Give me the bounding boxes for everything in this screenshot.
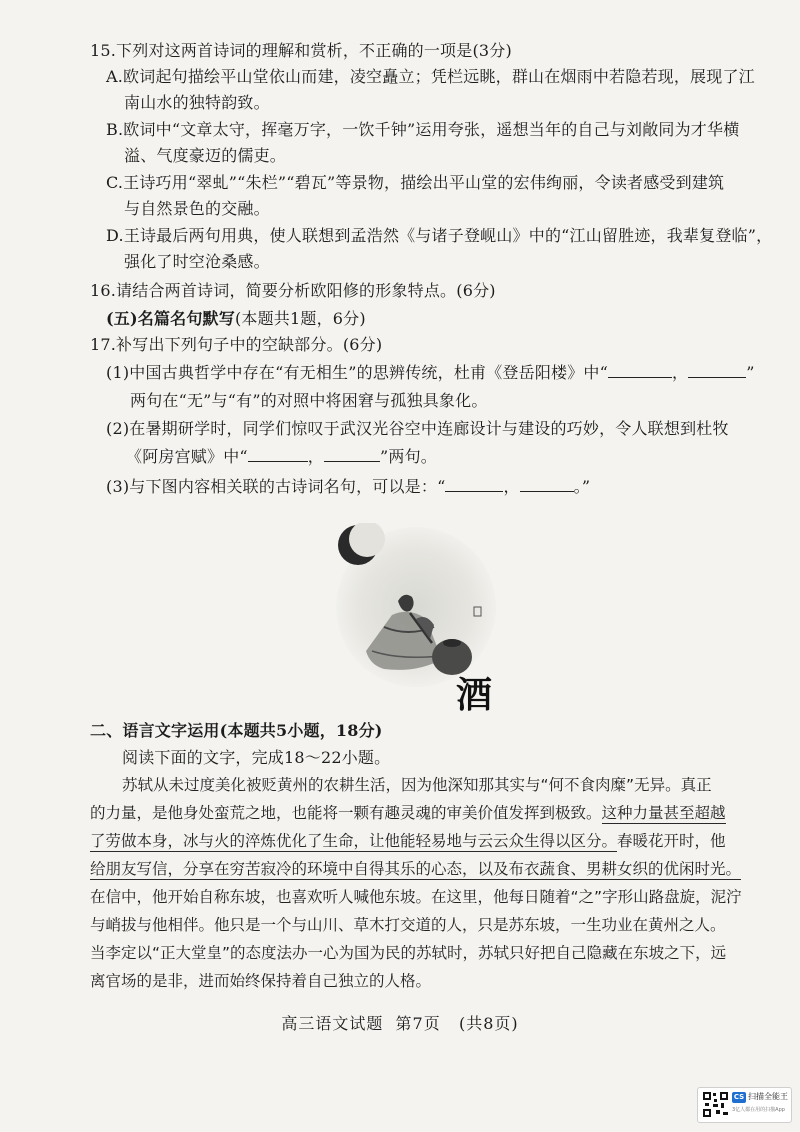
q17-part2-line2 (126, 446, 437, 468)
part2-heading: 二、语言文字运用 (90, 721, 220, 740)
footer-total-pages: (共8页) (458, 1014, 519, 1033)
passage-line-6: 与峭拔与他相伴。他只是一个与山川、草木打交道的人，只是苏东坡，一生功业在黄州之人。 (90, 916, 726, 934)
q15-option-b-line2: 溢、气度豪迈的儒吏。 (124, 146, 287, 165)
poet-moon-wine-illustration (326, 523, 498, 713)
footer-page-number: 第7页 (395, 1014, 441, 1033)
passage-line-8: 离官场的是非，进而始终保持着自己独立的人格。 (90, 972, 432, 990)
wine-jar-icon (432, 639, 472, 675)
q15-option-a-line2: 南山水的独特韵致。 (124, 93, 270, 112)
passage-line-7: 当李定以“正大堂皇”的态度法办一心为国为民的苏轼时，苏轼只好把自己隐藏在东坡之下，远 (90, 944, 727, 962)
q17-part2-end: ”两句。 (379, 447, 437, 466)
scanner-tagline: 3亿人都在用的扫描App (732, 1107, 785, 1113)
q17-stem: 17.补写出下列句子中的空缺部分。(6分) (90, 335, 383, 354)
part2-title (90, 720, 383, 742)
q17-part2-blank2 (324, 447, 380, 462)
section5-title (106, 308, 366, 330)
q17-part1-end: ” (746, 363, 755, 382)
part2-instruction: 阅读下面的文字，完成18～22小题。 (122, 748, 391, 767)
q15-option-c-line1: C.王诗巧用“翠虬”“朱栏”“碧瓦”等景物，描绘出平山堂的宏伟绚丽，令读者感受到建筑 (106, 173, 725, 192)
q16-stem: 16.请结合两首诗词，简要分析欧阳修的形象特点。(6分) (90, 281, 496, 300)
q17-part1-line2: 两句在“无”与“有”的对照中将困窘与孤独具象化。 (130, 391, 488, 410)
qr-code-icon (702, 1091, 729, 1118)
scanner-watermark-badge (697, 1087, 792, 1123)
section5-heading: (五)名篇名句默写 (106, 309, 235, 328)
illustration-char-wine: 酒 (456, 675, 493, 713)
passage-underlined-2: 了劳做本身，冰与火的淬炼优化了生命，让他能轻易地与云云众生得以区分。 (90, 832, 618, 850)
q17-part3-blank1 (445, 477, 503, 492)
q17-part1-text: (1)中国古典哲学中存在“有无相生”的思辨传统，杜甫《登岳阳楼》中“ (106, 363, 609, 382)
page-footer (0, 1011, 800, 1034)
scanner-brand-name: 扫描全能王 (748, 1092, 788, 1101)
q15-option-b-line1: B.欧词中“文章太守，挥毫万字，一饮千钟”运用夸张，遥想当年的自己与刘敞同为才华横 (106, 120, 740, 139)
section5-note: (本题共1题，6分) (234, 309, 366, 328)
passage-line-5: 在信中，他开始自称东坡，也喜欢听人喊他东坡。在这里，他每日随着“之”字形山路盘旋，泥泞 (90, 888, 742, 906)
scanner-logo-icon: CS (733, 1093, 745, 1101)
passage-line-2-text: 的力量，是他身处蛮荒之地，也能将一颗有趣灵魂的审美价值发挥到极致。 (90, 804, 602, 822)
q17-part2-blank1 (248, 447, 308, 462)
part2-note: (本题共5小题，18分) (219, 721, 383, 740)
q17-part1-blank1 (608, 363, 672, 378)
q15-option-a-line1: A.欧词起句描绘平山堂依山而建，凌空矗立；凭栏远眺，群山在烟雨中若隐若现，展现了江 (106, 67, 755, 86)
q15-option-c-line2: 与自然景色的交融。 (124, 199, 270, 218)
footer-title: 高三语文试题 (281, 1014, 384, 1033)
passage-underlined-3: 给朋友写信，分享在穷苦寂冷的环境中自得其乐的心态，以及布衣蔬食、男耕女织的优闲时光。 (90, 860, 742, 878)
passage-line-4 (90, 858, 741, 880)
q17-part3-line (106, 476, 590, 498)
q17-part3-separator: ， (503, 477, 520, 496)
q17-part1-separator: ， (672, 363, 689, 382)
passage-line-1: 苏轼从未过度美化被贬黄州的农耕生活，因为他深知那其实与“何不食肉糜”无异。真正 (122, 776, 712, 794)
q15-stem: 15.下列对这两首诗词的理解和赏析，不正确的一项是(3分) (90, 41, 512, 60)
q17-part2-text: 《阿房宫赋》中“ (126, 447, 248, 466)
q17-part2-separator: ， (307, 447, 324, 466)
passage-line-2 (90, 802, 726, 824)
q17-part3-blank2 (520, 477, 574, 492)
q15-option-d-line1: D.王诗最后两句用典，使人联想到孟浩然《与诸子登岘山》中的“江山留胜迹，我辈复登临”， (106, 226, 773, 245)
passage-underlined-1: 这种力量甚至超越 (601, 804, 726, 822)
q17-part1-line1 (106, 362, 755, 384)
q17-part3-end: 。” (573, 477, 591, 496)
q17-part2-line1: (2)在暑期研学时，同学们惊叹于武汉光谷空中连廊设计与建设的巧妙，令人联想到杜牧 (106, 419, 729, 438)
q17-part3-text: (3)与下图内容相关联的古诗词名句，可以是：“ (106, 477, 446, 496)
q15-option-d-line2: 强化了时空沧桑感。 (124, 252, 270, 271)
passage-line-3-tail: 春暖花开时，他 (617, 832, 726, 850)
q17-part1-blank2 (688, 363, 746, 378)
passage-line-3 (90, 830, 726, 852)
